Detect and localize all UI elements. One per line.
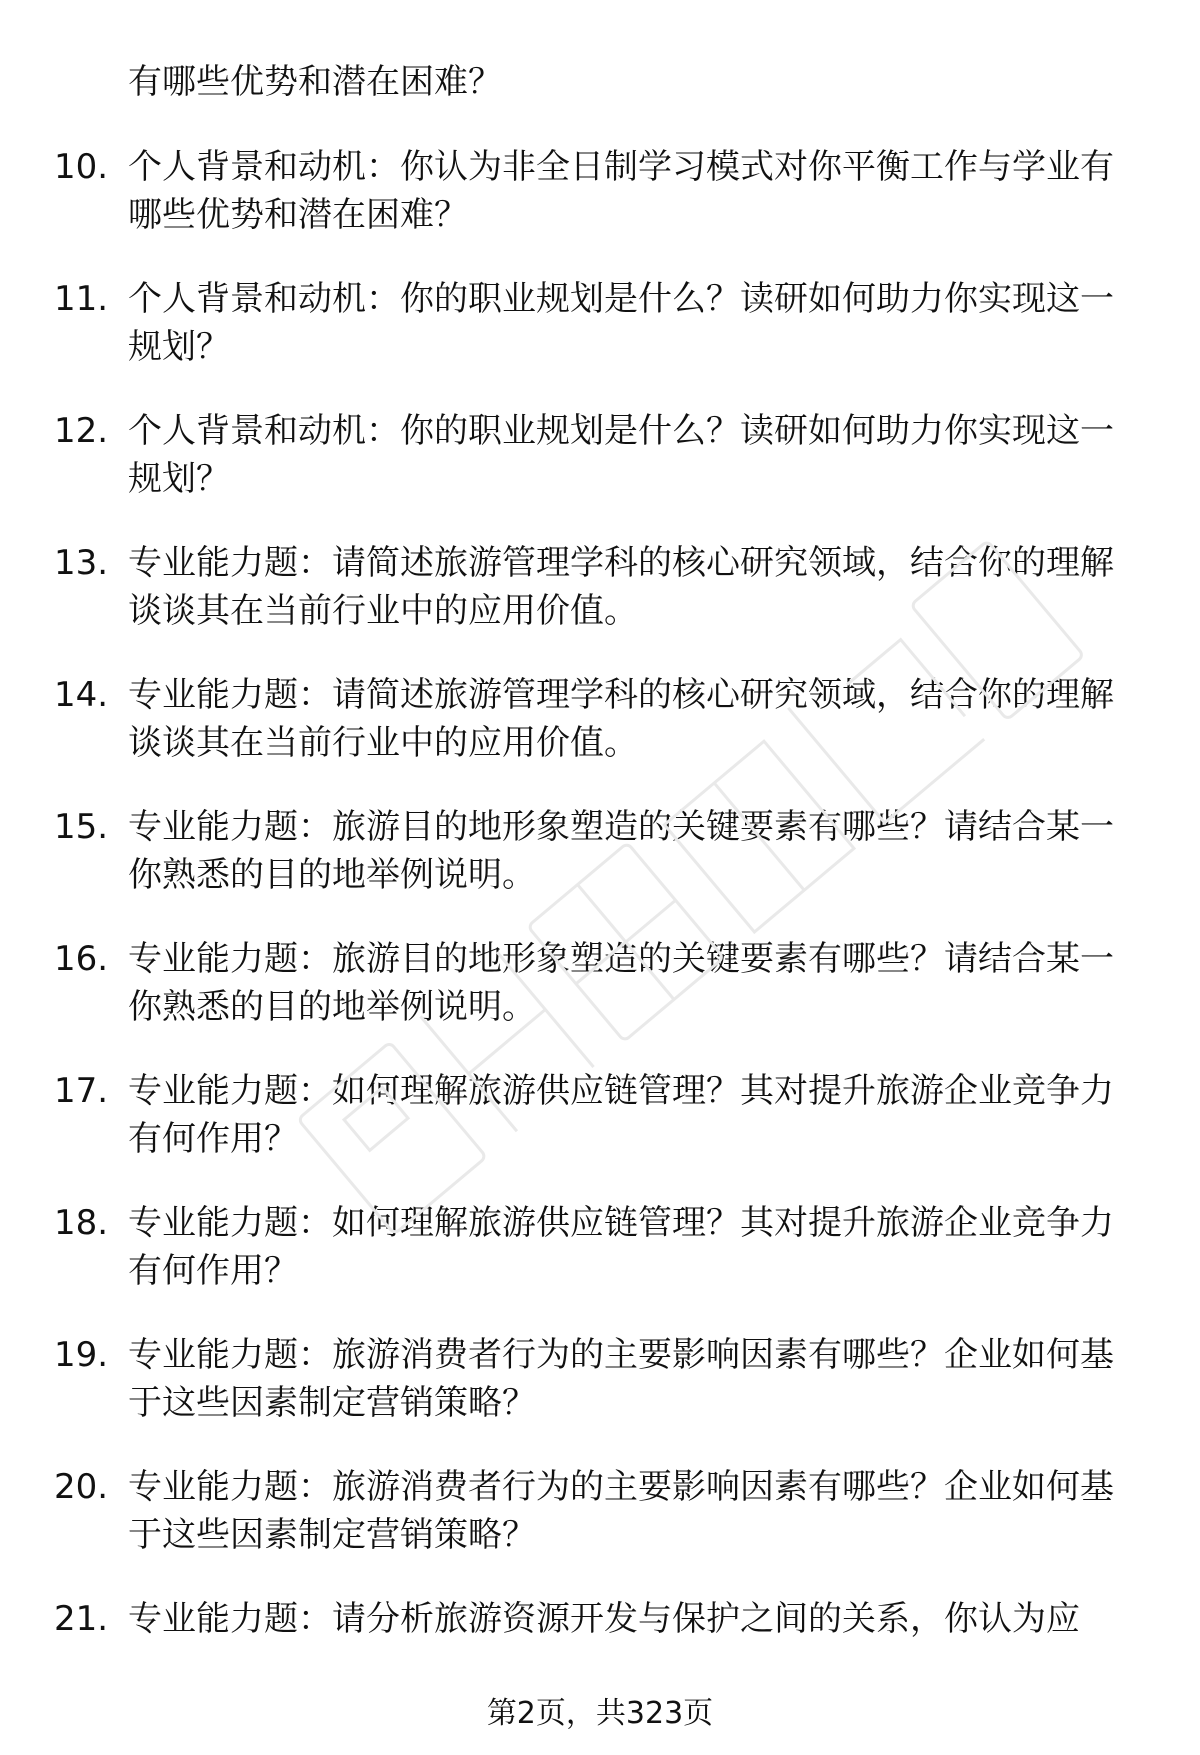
item-number: 17. xyxy=(54,1071,109,1111)
list-item xyxy=(0,1463,1200,1595)
item-number: 16. xyxy=(54,939,109,979)
item-number: 19. xyxy=(54,1335,109,1375)
item-text: 专业能力题：旅游目的地形象塑造的关键要素有哪些？请结合某一你熟悉的目的地举例说明。 xyxy=(128,807,1114,895)
list-item xyxy=(0,1331,1200,1463)
item-text: 专业能力题：请分析旅游资源开发与保护之间的关系，你认为应 xyxy=(128,1599,1080,1639)
item-number: 18. xyxy=(54,1203,109,1243)
item-number: 13. xyxy=(54,543,109,583)
item-text: 专业能力题：旅游目的地形象塑造的关键要素有哪些？请结合某一你熟悉的目的地举例说明。 xyxy=(128,939,1114,1027)
list-item xyxy=(0,275,1200,407)
item-number: 11. xyxy=(54,279,109,319)
item-number: 15. xyxy=(54,807,109,847)
list-item xyxy=(0,803,1200,935)
list-item xyxy=(0,935,1200,1067)
list-item xyxy=(0,671,1200,803)
item-number: 12. xyxy=(54,411,109,451)
list-item xyxy=(0,539,1200,671)
item-number: 21. xyxy=(54,1599,109,1639)
item-text: 专业能力题：请简述旅游管理学科的核心研究领域，结合你的理解谈谈其在当前行业中的应用价值。 xyxy=(128,543,1114,631)
item-text: 专业能力题：如何理解旅游供应链管理？其对提升旅游企业竞争力有何作用？ xyxy=(128,1071,1114,1159)
item-number: 10. xyxy=(54,147,109,187)
item-number: 14. xyxy=(54,675,109,715)
list-item xyxy=(0,1199,1200,1331)
page-footer: 第2页，共323页 xyxy=(486,1696,714,1731)
item-text: 专业能力题：如何理解旅游供应链管理？其对提升旅游企业竞争力有何作用？ xyxy=(128,1203,1114,1291)
list-item xyxy=(0,407,1200,539)
item-text: 个人背景和动机：你认为非全日制学习模式对你平衡工作与学业有哪些优势和潜在困难？ xyxy=(128,147,1114,235)
question-list xyxy=(0,143,1200,1727)
item-text: 专业能力题：旅游消费者行为的主要影响因素有哪些？企业如何基于这些因素制定营销策略？ xyxy=(128,1335,1114,1423)
list-item xyxy=(0,1067,1200,1199)
item-number: 20. xyxy=(54,1467,109,1507)
continuation-text: 有哪些优势和潜在困难？ xyxy=(128,62,502,102)
item-text: 个人背景和动机：你的职业规划是什么？读研如何助力你实现这一规划？ xyxy=(128,411,1114,499)
item-text: 个人背景和动机：你的职业规划是什么？读研如何助力你实现这一规划？ xyxy=(128,279,1114,367)
item-text: 专业能力题：请简述旅游管理学科的核心研究领域，结合你的理解谈谈其在当前行业中的应用价值。 xyxy=(128,675,1114,763)
list-item xyxy=(0,143,1200,275)
item-text: 专业能力题：旅游消费者行为的主要影响因素有哪些？企业如何基于这些因素制定营销策略？ xyxy=(128,1467,1114,1555)
